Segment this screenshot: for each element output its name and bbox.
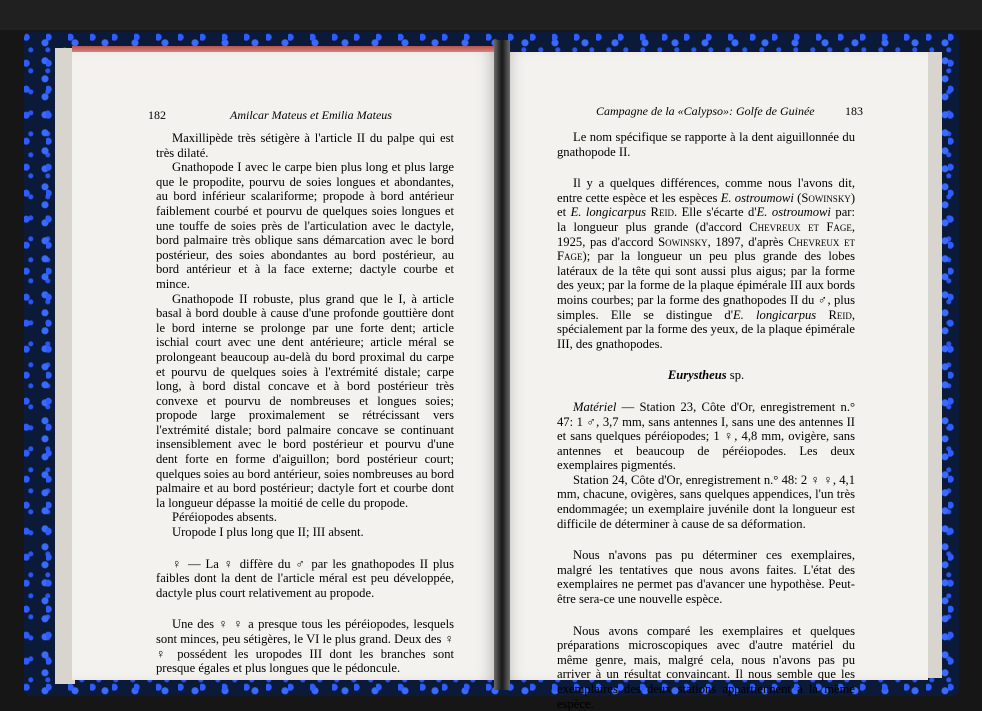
species-name: E. ostroumowi [720,190,794,205]
paragraph: Nous avons comparé les exemplaires et quelques préparations microscopiques avec d'autre matériel du même genre, mais, malgré cela, nous n'avons pas pu arriver à un résultat convaincant. Il nous semble que les exemplaires des deux stations appartiennent à la même espèce. [557,623,855,711]
paragraph: Maxillipède très sétigère à l'article II du palpe qui est très dilaté. [156,131,454,160]
paragraph: Il y a quelques différences, comme nous l'avons dit, entre cette espèce et les espèces E. ostroumowi (Sowinsky) et E. longicarpus Reid. Elle s'écarte d'E. ostroumowi par: la longueur plus grande (d'accord Chevreux et Fage, 1925, pas d'accord Sowinsky, 1897, d'après Chevreux et Fage); par la longueur un peu plus grande des lobes latéraux de la tête qui sont aussi plus aigus; par la forme des yeux; par la forme de la plaque épimérale III aux bords moins courbes; par la forme des gnathopodes II du ♂, plus simples. Elle se distingue d'E. longicarpus Reid, spécialement par la forme des yeux, de la plaque épimérale III, des gnathopodes. [557,176,856,351]
genus-name: Eurystheus [667,368,727,383]
left-page-number: 182 [148,108,166,122]
paragraph: Une des ♀ ♀ a presque tous les péréiopodes, lesquels sont minces, peu sétigères, le VI le plus grand. Deux des ♀ ♀ possédent les uropodes III dont les branches sont presque égales et plus longues que le pédoncule. [156,617,454,676]
right-page-number: 183 [845,104,863,118]
species-name: E. longicarpus [732,307,817,322]
materiel-label: Matériel [573,399,617,414]
right-page-edges [926,52,942,678]
paragraph: Péréiopodes absents. [172,510,277,525]
paragraph: Gnathopode II robuste, plus grand que le I, à article basal à bord double à cause d'une profonde gouttière dont le bord interne se prolonge par une forte dent; article ischial court avec une dent antérieure; article méral se prolongeant beaucoup au-delà du bord proximal du carpe et pourvu de quelques soies à l'extrémité distale; carpe long, à bord distal concave et à bord postérieur très convexe et pourvu de nombreuses et longues soies; propode large proximalement se rétrécissant vers l'extrémité distale; bord palmaire concave se continuant insensiblement avec le bord postérieur et pourvu d'une dent forte en forme d'aiguillon; bord postérieur court; quelques soies au bord antérieur, soies nombreuses au bord palmaire et au bord postérieur; dactyle fort et courbe dont la longueur dépasse la moitié de celle du propode. [156,291,454,510]
author-name: Chevreux et Fage [557,234,855,264]
background-band [0,0,982,30]
species-abbrev: sp. [729,368,745,383]
author-name: Chevreux et Fage [749,219,852,234]
left-page-body [156,131,454,676]
author-name: Sowinsky [801,190,851,205]
paragraph: Matériel — Station 23, Côte d'Or, enregistrement n.° 47: 1 ♂, 3,7 mm, sans antennes I, sans une des antennes II et sans quelques péréiopodes; 1 ♀, 4,8 mm, ovigère, sans antennes et beaucoup de péréiopodes. Les deux exemplaires pigmentés. [557,399,855,473]
paragraph: Gnathopode I avec le carpe bien plus long et plus large que le propodite, pourvu de soies longues et abondantes, au bord inférieur scalariforme; propode à bord antérieur faiblement courbé et pourvu de quelques soies longues et une touffe de soies près de l'articulation avec le dactyle, bord palmaire très oblique sans démarcation avec le bord postérieur, des soies abondantes au bord postérieur, au bord antérieur et à la face externe; dactyle courbe et mince. [156,160,454,291]
left-running-head: Amilcar Mateus et Emilia Mateus [230,108,392,122]
paragraph: Le nom spécifique se rapporte à la dent aiguillonnée du gnathopode II. [557,130,855,159]
species-name: E. longicarpus [570,205,647,220]
paragraph: Uropode I plus long que II; III absent. [172,525,364,540]
right-page-body [557,130,855,711]
paragraph: Station 24, Côte d'Or, enregistrement n.° 48: 2 ♀ ♀, 4,1 mm, chacune, ovigères, sans quelques appendices, l'un très endommagée; un exemplaire juvénile dont la longueur est difficile de déterminer à cause de sa déformation. [557,472,855,531]
author-name: Reid [650,205,674,220]
author-name: Reid [828,307,852,322]
author-name: Sowinsky [658,234,708,249]
section-title [557,368,855,383]
book-gutter [494,40,510,690]
paragraph: Nous n'avons pas pu déterminer ces exemplaires, malgré les tentatives que nous avons faites. L'état des exemplaires ne permet pas d'avancer une hypothèse. Peut-être sera-ce une nouvelle espèce. [557,548,855,607]
species-name: E. ostroumowi [756,205,831,220]
paragraph: ♀ — La ♀ diffère du ♂ par les gnathopodes II plus faibles dont la dent de l'article méral est peu développée, dactyle plus court relativement au propode. [156,556,454,600]
right-running-head: Campagne de la «Calypso»: Golfe de Guinée [596,104,815,118]
